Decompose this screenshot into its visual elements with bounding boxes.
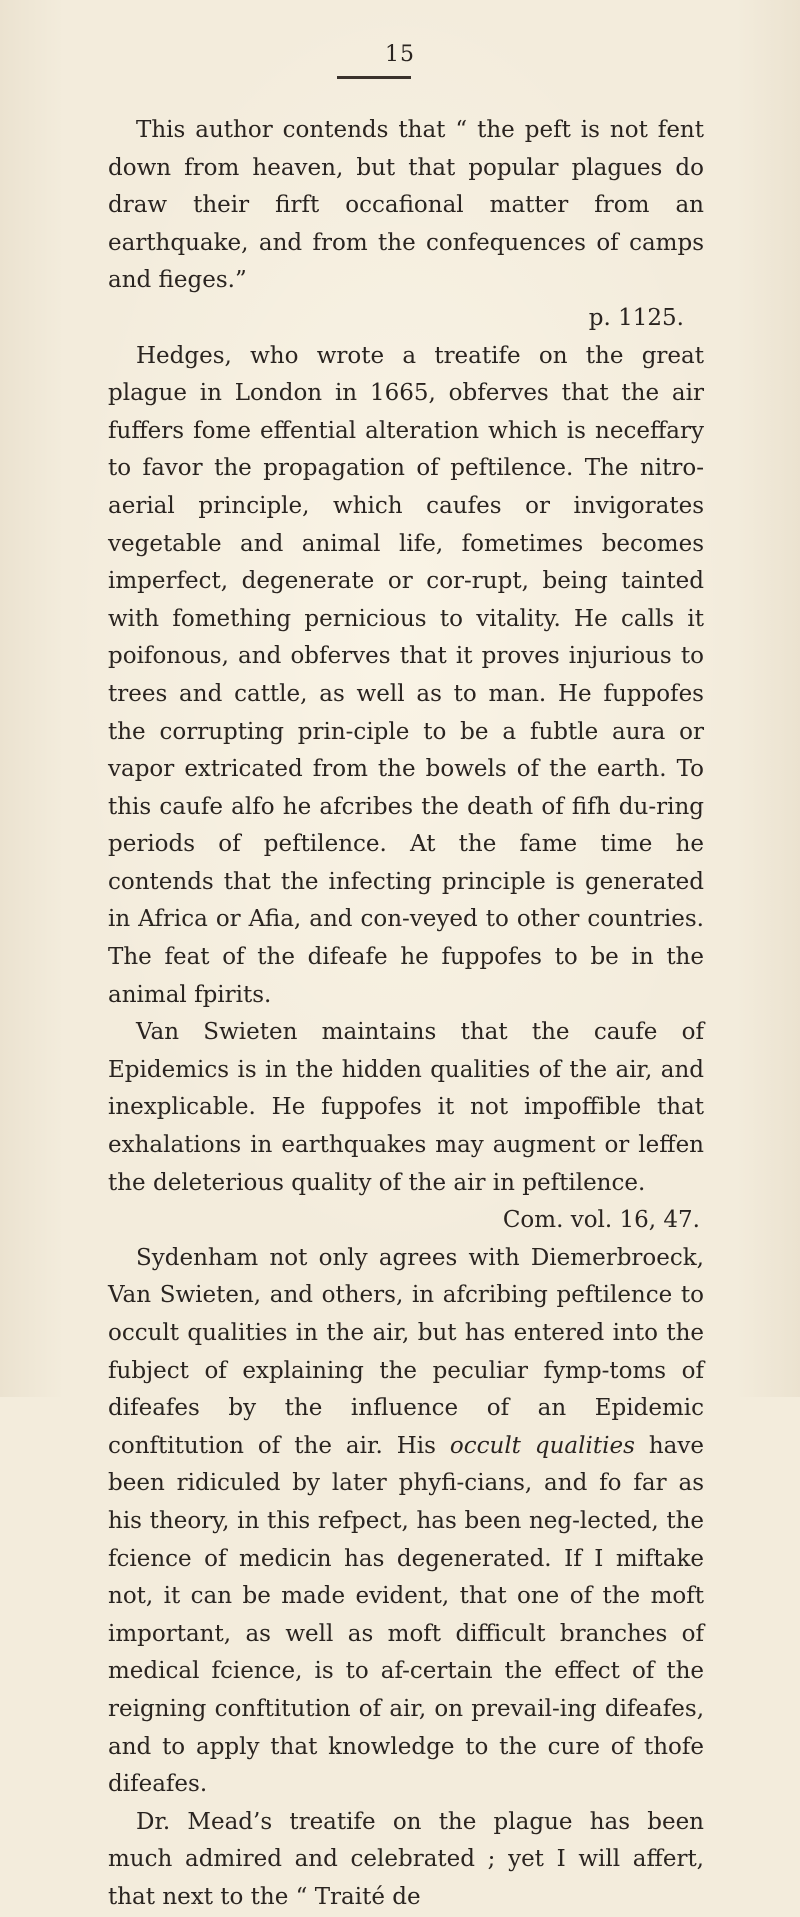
citation-commentary: Com. vol. 16, 47.: [502, 1207, 700, 1234]
occult-qualities-italic: occult qualities: [449, 1432, 635, 1459]
sydenham-text-end: have been ridiculed by later phyfi-cians, and fo far as his theory, in this refpect, has been neg-lected, the fcience of medicin has degenerated. If I miftake not, it can be made evident, that one of the moft important, as well as moft difficult branches of medical fcience, is to af-certain the effect of the reigning conftitution of air, on prevail-ing difeafes, and to apply that knowledge to the cure of thofe difeafes.: [108, 1432, 704, 1798]
paragraph-mead: Dr. Mead’s treatife on the plague has been much admired and celebrated ; yet I will affert, that next to the “ Traité de: [108, 1808, 704, 1910]
paragraph-hedges: Hedges, who wrote a treatife on the great plague in London in 1665, obferves that the air fuffers fome effential alteration which is neceffary to favor the propagation of peftilence. The nitro-aerial principle, which caufes or invigorates vegetable and animal life, fometimes becomes imperfect, degenerate or cor-rupt, being tainted with fomething pernicious to vitality. He calls it poifonous, and obferves that it proves injurious to trees and cattle, as well as to man. He fuppofes the corrupting prin-ciple to be a fubtle aura or vapor extricated from the bowels of the earth. To this caufe alfo he afcribes the death of fifh du-ring periods of peftilence. At the fame time he contends that the infecting principle is generated in Africa or Afia, and con-veyed to other countries. The feat of the difeafe he fuppofes to be in the animal fpirits.: [108, 342, 704, 1008]
sydenham-text-start: Sydenham not only agrees with Diemerbroeck, Van Swieten, and others, in afcribing peftilence to occult qualities in the air, but has entered into the fubject of explaining the peculiar fymp-toms of difeafes by the influence of an Epidemic conftitution of the air. His: [108, 1244, 704, 1459]
paragraph-author-quote: This author contends that “ the peft is not fent down from heaven, but that popular plagues do draw their firft occafional matter from an earthquake, and from the confequences of camps and fieges.”: [108, 117, 704, 294]
paragraph-van-swieten: Van Swieten maintains that the caufe of Epidemics is in the hidden qualities of the air, and inexplicable. He fuppofes it not impoffible that exhalations in earthquakes may augment or leffen the deleterious quality of the air in peftilence.: [108, 1019, 704, 1196]
page-number: 15: [385, 42, 415, 67]
paragraph-sydenham: [108, 1240, 704, 1804]
body-text: [108, 112, 704, 1917]
citation-page: p. 1125.: [588, 304, 684, 331]
header-rule: [337, 76, 411, 79]
